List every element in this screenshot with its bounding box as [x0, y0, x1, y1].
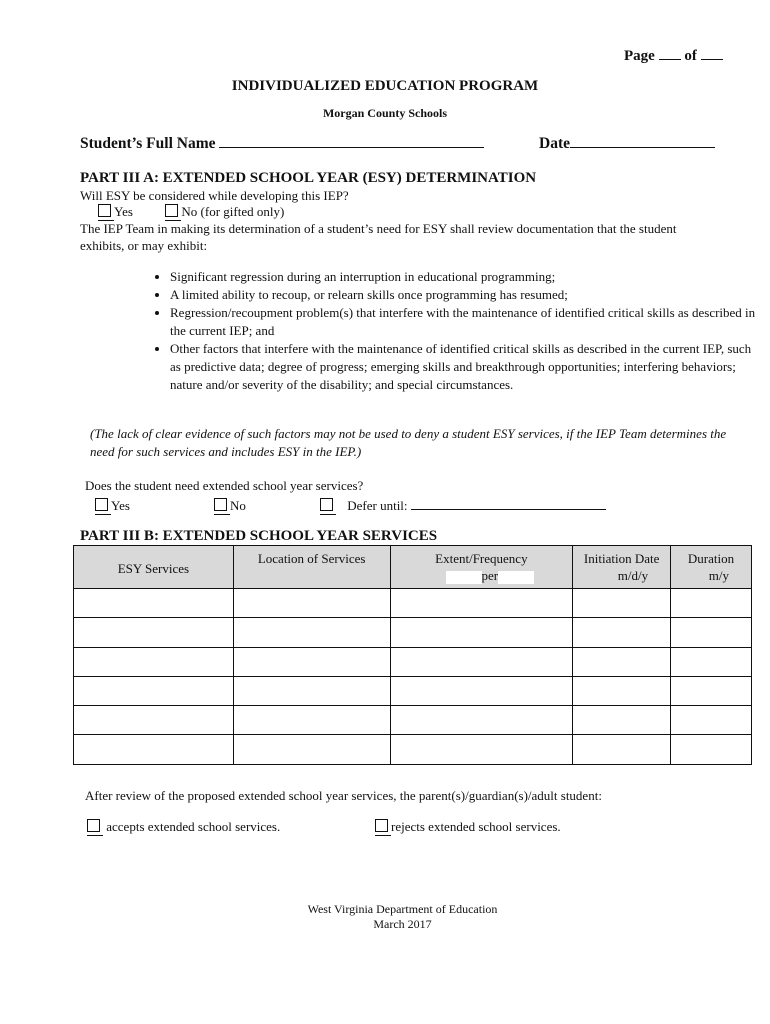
table-header-row [74, 546, 752, 589]
table-cell[interactable] [671, 647, 752, 676]
student-name-label: Student’s Full Name [80, 135, 216, 152]
table-cell[interactable] [573, 676, 671, 705]
extent-amount-field[interactable] [446, 571, 482, 584]
esy-consider-yes-label: Yes [114, 204, 133, 219]
criteria-item: • Significant regression during an interruption in educational programming; [170, 268, 760, 286]
need-no-label: No [230, 498, 246, 513]
need-yes-option[interactable] [95, 498, 130, 515]
checkbox-icon [165, 204, 178, 217]
column-header-extent [390, 546, 573, 589]
checkbox-icon [95, 498, 108, 511]
initiation-format-label: m/d/y [617, 568, 649, 583]
criteria-item: • Regression/recoupment problem(s) that interfere with the maintenance of identified critical skills as described in the current IEP; and [170, 304, 760, 340]
need-defer-option[interactable] [320, 498, 606, 515]
table-cell[interactable] [74, 676, 234, 705]
need-question: Does the student need extended school year services? [85, 478, 364, 493]
table-cell[interactable] [74, 618, 234, 647]
intro-line-1: The IEP Team in making its determination of a student’s need for ESY shall review documentation that the student [80, 221, 677, 236]
table-cell[interactable] [74, 647, 234, 676]
initiation-header-label: Initiation Date [583, 551, 660, 566]
criteria-item: • Other factors that interfere with the maintenance of identified critical skills as described in the current IEP, such as predictive data; degree of progress; emerging skills and breakthrough opportunities; interfering behaviors; nature and/or severity of the disability; and special circumstances. [170, 340, 760, 394]
table-cell[interactable] [573, 618, 671, 647]
table-cell[interactable] [390, 618, 573, 647]
table-row [74, 735, 752, 764]
table-row [74, 676, 752, 705]
criteria-item: • A limited ability to recoup, or relearn skills once programming has resumed; [170, 286, 760, 304]
esy-criteria-list [146, 268, 760, 394]
table-cell[interactable] [671, 589, 752, 618]
checkbox-icon [98, 204, 111, 217]
table-cell[interactable] [390, 589, 573, 618]
checkbox-icon [375, 819, 388, 832]
checkbox-icon [87, 819, 100, 832]
table-cell[interactable] [390, 676, 573, 705]
need-defer-label: Defer until: [347, 498, 408, 513]
accepts-label: accepts extended school services. [106, 819, 281, 834]
table-row [74, 618, 752, 647]
page-total-field[interactable] [701, 47, 723, 60]
column-header-duration [671, 546, 752, 589]
rejects-option[interactable] [375, 819, 561, 836]
review-statement: After review of the proposed extended school year services, the parent(s)/guardian(s)/adult student: [85, 788, 602, 803]
column-header-location [233, 546, 390, 589]
of-label: of [684, 48, 697, 64]
rejects-label: rejects extended school services. [391, 819, 561, 834]
table-cell[interactable] [233, 735, 390, 764]
duration-format-label: m/y [708, 568, 729, 583]
esy-consider-no[interactable] [165, 204, 181, 221]
accepts-option[interactable] [87, 819, 280, 836]
extent-per-label: per [481, 568, 499, 583]
esy-consider-question: Will ESY be considered while developing this IEP? [80, 188, 349, 203]
checkbox-icon [214, 498, 227, 511]
date-label: Date [539, 135, 570, 152]
page-label: Page [624, 48, 655, 64]
table-cell[interactable] [573, 589, 671, 618]
table-cell[interactable] [74, 735, 234, 764]
defer-date-field[interactable] [411, 499, 606, 510]
location-header-label: Location of Services [257, 551, 366, 566]
extent-header-label: Extent/Frequency [435, 551, 528, 566]
esy-evidence-note: (The lack of clear evidence of such factors may not be used to deny a student ESY services, if the IEP Team determines the need for such services and includes ESY in the IEP.) [90, 426, 727, 459]
table-cell[interactable] [671, 735, 752, 764]
need-no-checkbox[interactable] [214, 498, 230, 515]
page-number [624, 47, 723, 65]
need-yes-label: Yes [111, 498, 130, 513]
date-field[interactable] [570, 135, 715, 148]
checkbox-icon [320, 498, 333, 511]
footer-date: March 2017 [373, 917, 432, 931]
table-cell[interactable] [671, 676, 752, 705]
footer-agency: West Virginia Department of Education [307, 902, 498, 916]
part-b-heading: PART III B: EXTENDED SCHOOL YEAR SERVICES [80, 528, 438, 544]
part-a-heading: PART III A: EXTENDED SCHOOL YEAR (ESY) DETERMINATION [80, 170, 537, 186]
extent-unit-field[interactable] [498, 571, 534, 584]
duration-header-label: Duration [687, 551, 735, 566]
table-cell[interactable] [390, 647, 573, 676]
intro-line-2: exhibits, or may exhibit: [80, 238, 208, 253]
services-header-label: ESY Services [117, 561, 190, 576]
table-cell[interactable] [671, 618, 752, 647]
table-row [74, 589, 752, 618]
table-cell[interactable] [233, 706, 390, 735]
table-row [74, 706, 752, 735]
date-row [539, 135, 715, 153]
table-cell[interactable] [233, 676, 390, 705]
student-name-row [80, 135, 484, 153]
table-cell[interactable] [233, 647, 390, 676]
district-name: Morgan County Schools [322, 106, 447, 120]
accepts-checkbox[interactable] [87, 819, 103, 836]
need-yes-checkbox[interactable] [95, 498, 111, 515]
table-cell[interactable] [573, 706, 671, 735]
extent-per-row [446, 568, 535, 584]
esy-consider-options [98, 204, 284, 221]
column-header-initiation [573, 546, 671, 589]
esy-services-table [73, 545, 752, 765]
table-cell[interactable] [233, 589, 390, 618]
need-no-option[interactable] [214, 498, 246, 515]
esy-consider-yes[interactable] [98, 204, 114, 221]
table-cell[interactable] [390, 735, 573, 764]
table-cell[interactable] [74, 589, 234, 618]
need-defer-checkbox[interactable] [320, 498, 336, 515]
table-cell[interactable] [390, 706, 573, 735]
table-cell[interactable] [573, 647, 671, 676]
form-title: INDIVIDUALIZED EDUCATION PROGRAM [231, 78, 539, 94]
rejects-checkbox[interactable] [375, 819, 391, 836]
esy-consider-no-label: No (for gifted only) [181, 204, 285, 219]
table-cell[interactable] [74, 706, 234, 735]
table-cell[interactable] [573, 735, 671, 764]
student-name-field[interactable] [219, 135, 484, 148]
column-header-services [74, 546, 234, 589]
table-cell[interactable] [233, 618, 390, 647]
page-number-field[interactable] [659, 47, 681, 60]
table-row [74, 647, 752, 676]
table-cell[interactable] [671, 706, 752, 735]
